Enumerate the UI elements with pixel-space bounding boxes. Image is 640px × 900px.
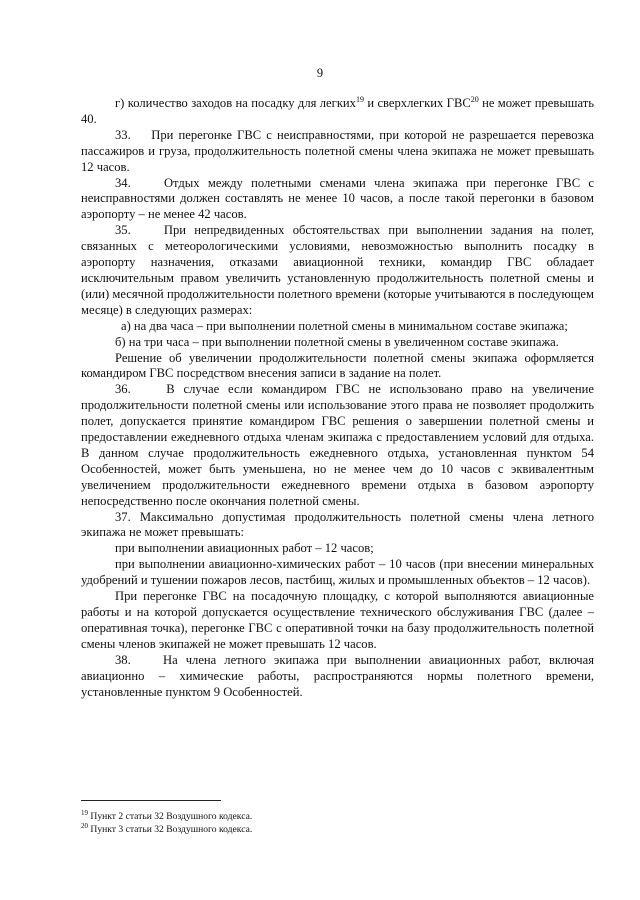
footnote-20: $^{20}$ Пункт 3 статьи 32 Воздушного кодекса. <box>81 821 253 835</box>
paragraph-38: 38. На члена летного экипажа при выполнении авиационных работ, включая авиационно – химические работы, распространяются нормы полетного времени, установленные пунктом 9 Особенностей. <box>81 652 594 699</box>
paragraph-34: 34. Отдых между полетными сменами члена экипажа при перегонке ГВС с неисправностями должен составлять не менее 10 часов, а после такой перегонки в базовом аэропорту – не менее 42 часов. <box>81 175 594 222</box>
paragraph-37-chemical-works: при выполнении авиационно-химических работ – 10 часов (при внесении минеральных удобрений и тушении пожаров лесов, пастбищ, жилых и промышленных объектов – 12 часов). <box>81 557 594 588</box>
footnote-ref-20[interactable]: 20 <box>470 94 479 104</box>
paragraph-37-ferry: При перегонке ГВС на посадочную площадку, с которой выполняются авиационные работы и на которой допускается осуществление технического обслуживания ГВС (далее – оперативная точка), перегонке ГВС с оперативной точки на базу продолжительность полетной смены членов экипажей не может превышать 12 часов. <box>81 589 594 651</box>
footnotes <box>81 810 594 836</box>
paragraph-35b: б) на три часа – при выполнении полетной смены в увеличенном составе экипажа. <box>115 334 559 349</box>
paragraph-37-aviation-works: при выполнении авиационных работ – 12 часов; <box>115 541 374 556</box>
footnote-ref-19[interactable]: 19 <box>355 94 364 104</box>
paragraph-37: 37. Максимально допустимая продолжительность полетной смены члена летного экипажа не может превышать: <box>81 509 594 540</box>
footnote-19: $^{19}$ Пункт 2 статьи 32 Воздушного кодекса. <box>81 808 253 822</box>
paragraph-32g: г) количество заходов на посадку для легких$^{19}$ и сверхлегких ГВС$^{20}$ не может превышать 40. <box>81 94 594 126</box>
footnote-divider <box>81 800 221 801</box>
document-body <box>81 96 594 700</box>
paragraph-35a: а) на два часа – при выполнении полетной смены в минимальном составе экипажа; <box>121 318 568 333</box>
page-number: 9 <box>316 66 324 80</box>
paragraph-35: 35. При непредвиденных обстоятельствах при выполнении задания на полет, связанных с метеорологическими условиями, невозможностью выполнить посадку в аэропорту назначения, отказами авиационной техники, командир ГВС обладает исключительным правом увеличить установленную продолжительность полетной смены и (или) месячной продолжительности полетного времени (которые учитываются в последующем месяце) в следующих размерах: <box>81 223 594 317</box>
paragraph-33: 33. При перегонке ГВС с неисправностями, при которой не разрешается перевозка пассажиров и груза, продолжительность полетной смены члена экипажа не может превышать 12 часов. <box>81 127 594 174</box>
paragraph-35-decision: Решение об увеличении продолжительности полетной смены экипажа оформляется командиром ГВС посредством внесения записи в задание на полет. <box>81 350 594 381</box>
paragraph-36: 36. В случае если командиром ГВС не использовано право на увеличение продолжительности полетной смены или использование этого права не позволяет продолжить полет, допускается принятие командиром ГВС решения о завершении полетной смены и предоставлении ежедневного отдыха членам экипажа с предоставлением условий для отдыха. В данном случае продолжительность ежедневного отдыха, установленная пунктом 54 Особенностей, может быть уменьшена, но не менее чем до 10 часов с эквивалентным увеличением продолжительности ежедневного времени отдыха в базовом аэропорту непосредственно после окончания полетной смены. <box>81 382 594 508</box>
